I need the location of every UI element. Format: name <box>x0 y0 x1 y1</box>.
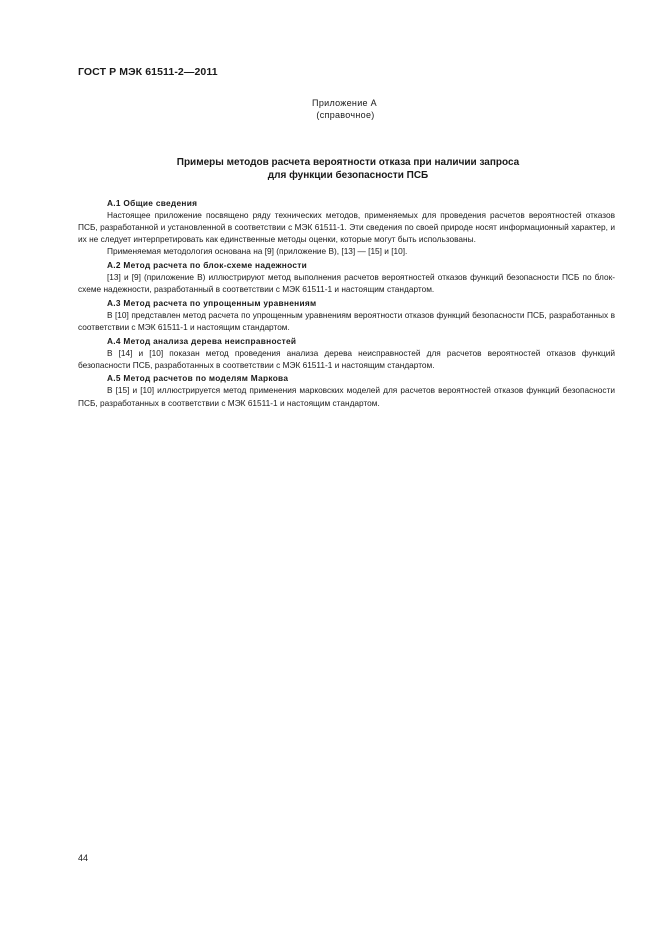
section-heading: А.5 Метод расчетов по моделям Маркова <box>107 373 289 384</box>
section-a3 <box>78 297 615 333</box>
paragraph: В [14] и [10] показан метод проведения анализа дерева неисправностей для расчетов вероятностей отказов функций безопасности ПСБ, разработанных в соответствии с МЭК 61511-1 и настоящим стандартом. <box>78 347 615 370</box>
paragraph: [13] и [9] (приложение В) иллюстрируют метод выполнения расчетов вероятностей отказов функций безопасности ПСБ по блок-схеме надежности, разработанный в соответствии с МЭК 61511-1 и настоящим стандартом. <box>78 272 615 295</box>
page-number: 44 <box>78 853 89 863</box>
section-heading: А.2 Метод расчета по блок-схеме надежности <box>107 259 308 270</box>
paragraph: Настоящее приложение посвящено ряду технических методов, применяемых для проведения расчетов вероятностей отказов ПСБ, разработанной и установленной в соответствии с МЭК 61511-1. Эти сведения по своей природе носят информационный характер, и их не следует интерпретировать как единственные методы оценки, которые могут быть использованы. <box>78 210 615 245</box>
annex-label: Приложение А <box>312 98 377 108</box>
section-heading: А.3 Метод расчета по упрощенным уравнениям <box>107 297 317 308</box>
paragraph: В [10] представлен метод расчета по упрощенным уравнениям вероятности отказов функций безопасности ПСБ, разработанных в соответствии с МЭК 61511-1 и настоящим стандартом. <box>78 309 615 332</box>
section-heading: А.1 Общие сведения <box>107 198 198 208</box>
document-body <box>78 197 615 409</box>
annex-title-line-1: Примеры методов расчета вероятности отказа при наличии запроса <box>176 157 520 168</box>
paragraph: В [15] и [10] иллюстрируется метод применения марковских моделей для расчетов вероятностей отказов функций безопасности ПСБ, разработанных в соответствии с МЭК 61511-1 и настоящим стандартом. <box>78 385 615 408</box>
section-a2 <box>78 259 615 295</box>
paragraph: Применяемая методология основана на [9] (приложение В), [13] — [15] и [10]. <box>107 246 408 257</box>
annex-label-block <box>0 97 661 121</box>
section-a1 <box>78 197 615 257</box>
section-a5 <box>78 372 615 408</box>
annex-type: (справочное) <box>316 110 375 120</box>
document-header: ГОСТ Р МЭК 61511-2—2011 <box>78 66 218 78</box>
section-heading: А.4 Метод анализа дерева неисправностей <box>107 335 297 346</box>
annex-title <box>78 156 618 182</box>
section-a4 <box>78 335 615 371</box>
annex-title-line-2: для функции безопасности ПСБ <box>267 170 429 181</box>
